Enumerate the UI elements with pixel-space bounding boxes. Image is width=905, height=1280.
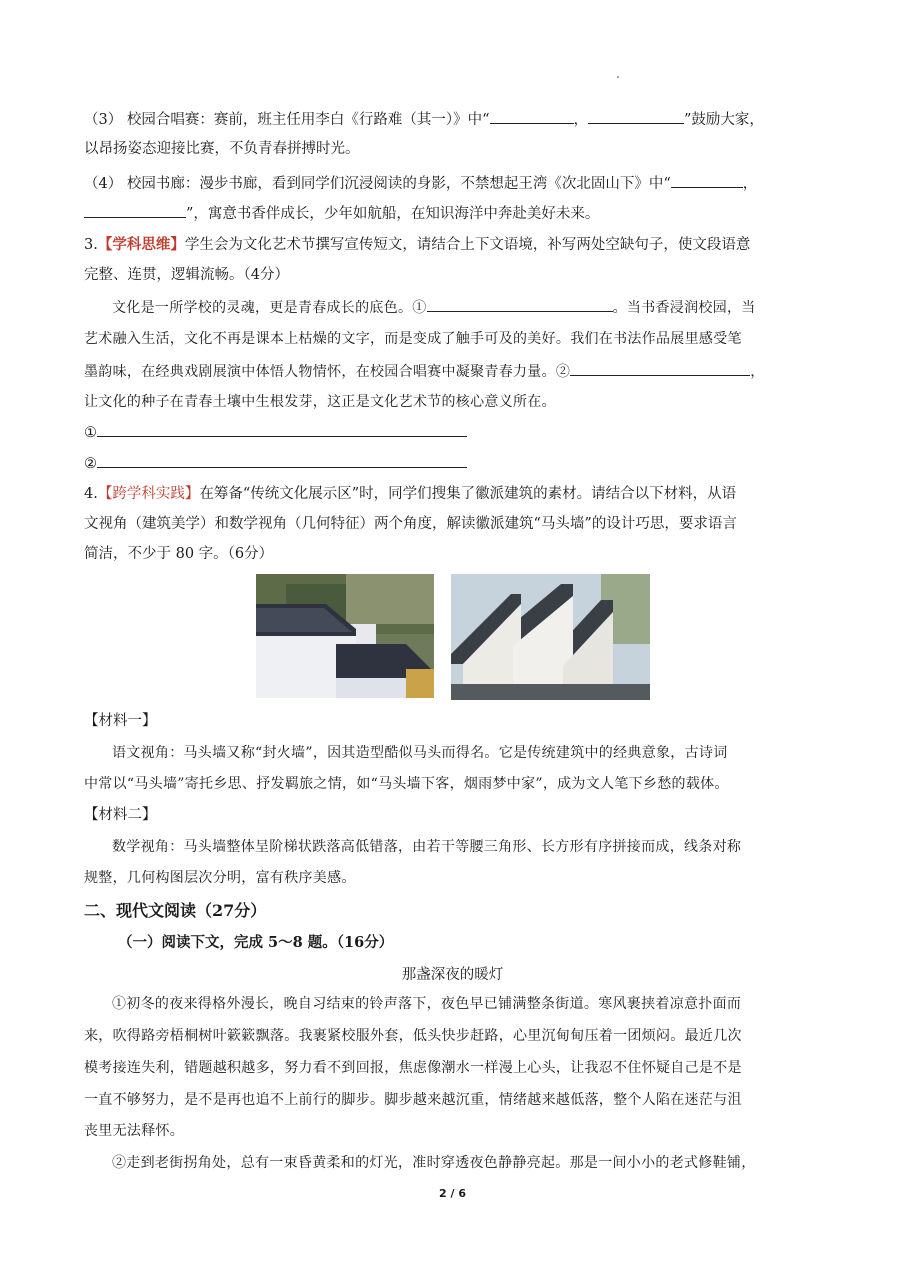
question4-line3: 简洁，不少于 80 字。（6分） xyxy=(84,546,274,562)
passage-p1-line4: 一直不够努力，是不是再也追不上前行的脚步。脚步越来越沉重，情绪越来越低落，整个人陷在迷茫与沮 xyxy=(84,1092,742,1108)
section-heading: 二、现代文阅读（27分） xyxy=(84,901,267,920)
passage-p1-line1: ①初冬的夜来得格外漫长，晚自习结束的铃声落下，夜色早已铺满整条街道。寒风裹挟着凉意扑面而 xyxy=(112,996,742,1012)
passage-p1-line3: 模考接连失利，错题越积越多，努力看不到回报，焦虑像潮水一样漫上心头，让我忍不住怀疑自己是不是 xyxy=(84,1060,742,1076)
q4-item-line1 xyxy=(84,173,834,194)
answer-blank[interactable] xyxy=(490,109,574,124)
question3-line2: 完整、连贯，逻辑流畅。（4分） xyxy=(84,267,289,283)
question4-text: 在筹备“传统文化展示区”时，同学们搜集了徽派建筑的素材。请结合以下材料，从语 xyxy=(199,486,737,502)
q3-item-prefix: （3） 校园合唱赛：赛前，班主任用李白《行路难（其一）》中“ xyxy=(84,112,490,128)
q3-item-line2: 以昂扬姿态迎接比赛，不负青春拼搏时光。 xyxy=(84,141,360,157)
question3-passage-line2: 艺术融入生活，文化不再是课本上枯燥的文字，而是变成了触手可及的美好。我们在书法作品展里感受笔 xyxy=(84,331,742,347)
subsection-heading: （一）阅读下文，完成 5～8 题。（16分） xyxy=(118,934,394,951)
huizhou-architecture-photo-2 xyxy=(451,574,650,700)
question3-passage-line4: 让文化的种子在青春土壤中生根发芽，这正是文化艺术节的核心意义所在。 xyxy=(84,394,556,410)
passage-text: ， xyxy=(750,364,765,380)
question-number: 3. xyxy=(84,237,98,253)
question-number: 4. xyxy=(84,486,98,502)
answer-line-1 xyxy=(84,422,834,443)
passage-text: 文化是一所学校的灵魂，更是青春成长的底色。① xyxy=(112,300,427,316)
material2-line2: 规整，几何构图层次分明，富有秩序美感。 xyxy=(84,870,356,886)
answer-line-2 xyxy=(84,453,834,474)
passage-text: 墨韵味，在经典戏剧展演中体悟人物情怀，在校园合唱赛中凝聚青春力量。② xyxy=(84,364,571,380)
material1-line1: 语文视角：马头墙又称“封火墙”，因其造型酷似马头而得名。它是传统建筑中的经典意象，古诗词 xyxy=(112,745,728,761)
question3-passage-line3 xyxy=(84,361,834,382)
passage-p1-line2: 来，吹得路旁梧桐树叶簌簌飘落。我裹紧校服外套，低头快步赶路，心里沉甸甸压着一团烦闷。最近几次 xyxy=(84,1028,742,1044)
answer-blank[interactable] xyxy=(671,173,743,188)
answer-blank[interactable] xyxy=(97,453,467,468)
answer-blank[interactable] xyxy=(427,297,613,312)
question3-passage-line1 xyxy=(84,297,862,318)
q3-item-comma: ， xyxy=(573,112,588,128)
page-number: 2 / 6 xyxy=(439,1187,466,1200)
answer-marker: ① xyxy=(84,425,97,441)
q3-item-line1 xyxy=(84,109,834,130)
material1-heading: 【材料一】 xyxy=(84,713,157,729)
subject-tag: 【学科思维】 xyxy=(97,236,185,253)
passage-title: 那盏深夜的暖灯 xyxy=(401,967,504,983)
question4-line2: 文视角（建筑美学）和数学视角（几何特征）两个角度，解读徽派建筑“马头墙”的设计巧思，要求语言 xyxy=(84,516,737,532)
q4-item-suffix: ”，寓意书香伴成长，少年如航船，在知识海洋中奔赴美好未来。 xyxy=(186,206,600,222)
answer-blank[interactable] xyxy=(570,361,750,376)
q4-item-comma: ， xyxy=(742,176,758,192)
huizhou-architecture-photo-1 xyxy=(256,574,434,698)
material2-heading: 【材料二】 xyxy=(84,807,157,823)
answer-marker: ② xyxy=(84,456,97,472)
question4-line1 xyxy=(84,484,834,504)
material1-line2: 中常以“马头墙”寄托乡思、抒发羁旅之情，如“马头墙下客，烟雨梦中家”，成为文人笔下乡愁的载体。 xyxy=(84,776,729,792)
q4-item-line2 xyxy=(84,203,834,224)
question3-text: 学生会为文化艺术节撰写宣传短文，请结合上下文语境，补写两处空缺句子，使文段语意 xyxy=(184,237,751,253)
subject-tag: 【跨学科实践】 xyxy=(97,486,200,502)
q4-item-prefix: （4） 校园书廊：漫步书廊，看到同学们沉浸阅读的身影，不禁想起王湾《次北固山下》中“ xyxy=(84,176,671,192)
material2-line1: 数学视角：马头墙整体呈阶梯状跌落高低错落，由若干等腰三角形、长方形有序拼接而成，线条对称 xyxy=(112,839,742,855)
passage-p2-line1: ②走到老街拐角处，总有一束昏黄柔和的灯光，准时穿透夜色静静亮起。那是一间小小的老式修鞋铺， xyxy=(112,1155,756,1171)
passage-text: 。当书香浸润校园，当 xyxy=(612,300,756,316)
passage-p1-line5: 丧里无法释怀。 xyxy=(84,1123,185,1139)
scan-speck xyxy=(617,76,619,78)
answer-blank[interactable] xyxy=(588,109,684,124)
answer-blank[interactable] xyxy=(84,203,186,218)
answer-blank[interactable] xyxy=(97,422,467,437)
q3-item-suffix: ”鼓励大家， xyxy=(684,112,764,128)
question3-line1 xyxy=(84,235,834,255)
